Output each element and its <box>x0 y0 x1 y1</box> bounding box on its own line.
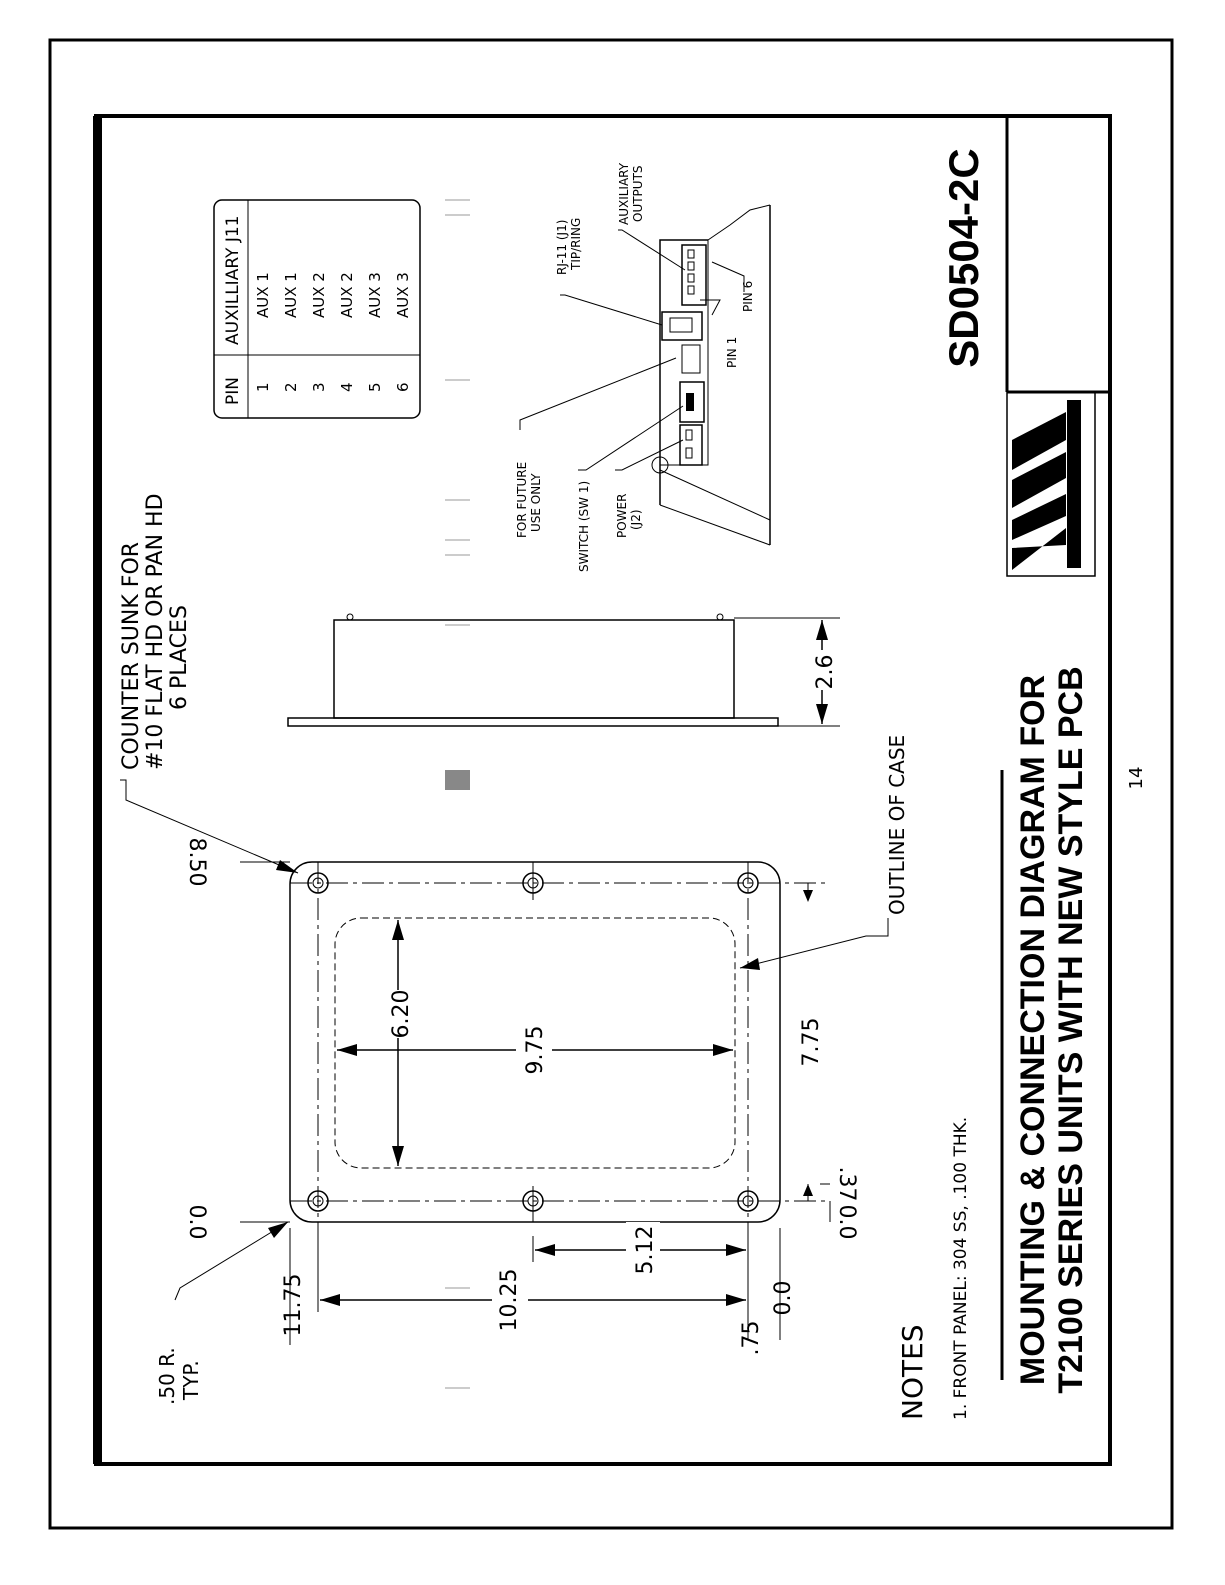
outer-border <box>50 40 1172 1528</box>
pin-table-rows <box>254 272 412 392</box>
pin-table-header-pin: PIN <box>223 377 243 405</box>
dim-label-0-0-mid: 0.0 <box>834 1204 859 1240</box>
dim-label-0-0-bottom: 0.0 <box>771 1280 796 1316</box>
dim-label-0-37: .37 <box>834 1166 859 1202</box>
pin6-label: PIN 6 <box>741 280 755 312</box>
outline-case-leader <box>740 918 888 970</box>
radius-line-2: TYP. <box>179 1360 203 1400</box>
pin-function: AUX 2 <box>310 272 328 318</box>
countersunk-line-1: COUNTER SUNK FOR <box>119 541 144 770</box>
pin-number: 6 <box>394 382 412 392</box>
rj11-label-1: RJ-11 (J1) <box>555 219 569 275</box>
rj11-label-2: TIP/RING <box>569 217 583 270</box>
outline-case-label: OUTLINE OF CASE <box>885 734 909 915</box>
dim-label-2-6: 2.6 <box>813 654 838 690</box>
pin-function: AUX 2 <box>338 272 356 318</box>
pin-number: 3 <box>310 382 328 392</box>
pin-function: AUX 1 <box>282 272 300 318</box>
drawing-number: SD0504-2C <box>940 148 987 368</box>
countersunk-line-2: #10 FLAT HD OR PAN HD <box>143 493 168 770</box>
switch-label: SWITCH (SW 1) <box>577 480 591 572</box>
front-panel-plan <box>290 862 830 1222</box>
pin-function: AUX 3 <box>394 272 412 318</box>
pin-number: 4 <box>338 382 356 392</box>
scan-marks <box>445 200 470 1388</box>
rj11-jack <box>662 312 702 340</box>
dim-label-8-50: 8.50 <box>184 837 209 887</box>
dim-label-10-25: 10.25 <box>497 1268 522 1332</box>
radius-line-1: .50 R. <box>155 1347 179 1405</box>
dim-label-0-75: .75 <box>739 1320 764 1356</box>
side-view <box>288 614 840 726</box>
title-line-1: MOUNTING & CONNECTION DIAGRAM FOR <box>1014 674 1052 1386</box>
future-use-connector <box>682 345 700 373</box>
power-label-2: (J2) <box>629 509 643 530</box>
power-label-1: POWER <box>615 493 629 538</box>
pin-number: 5 <box>366 382 384 392</box>
dim-label-7-75: 7.75 <box>799 1017 824 1067</box>
dim-6-20 <box>383 920 413 1166</box>
future-use-label-2: USE ONLY <box>529 473 543 532</box>
title-line-2: T2100 SERIES UNITS WITH NEW STYLE PCB <box>1052 666 1090 1394</box>
page-number: 14 <box>1126 766 1147 790</box>
countersunk-line-3: 6 PLACES <box>167 605 192 710</box>
dim-label-9-75: 9.75 <box>523 1025 548 1075</box>
notes-heading: NOTES <box>896 1324 929 1420</box>
pin1-label: PIN 1 <box>725 336 739 368</box>
aux-outputs-label-1: AUXILIARY <box>617 162 631 225</box>
pin-table-header-aux: AUXILLIARY J11 <box>223 215 243 345</box>
pin-function: AUX 1 <box>254 272 272 318</box>
power-connector <box>680 425 702 465</box>
dim-label-11-75: 11.75 <box>281 1273 306 1337</box>
pin-number: 1 <box>254 382 272 392</box>
vpp-logo <box>1007 392 1095 576</box>
dim-label-5-12: 5.12 <box>633 1225 658 1275</box>
future-use-label-1: FOR FUTURE <box>515 461 529 538</box>
left-frame-bar <box>93 116 102 1464</box>
dim-label-0-0-top: 0.0 <box>184 1204 209 1240</box>
pin-number: 2 <box>282 382 300 392</box>
dim-label-6-20: 6.20 <box>389 989 414 1039</box>
pin-function: AUX 3 <box>366 272 384 318</box>
note-item: 1. FRONT PANEL: 304 SS, .100 THK. <box>951 1116 971 1420</box>
aux-outputs-label-2: OUTPUTS <box>631 165 645 222</box>
